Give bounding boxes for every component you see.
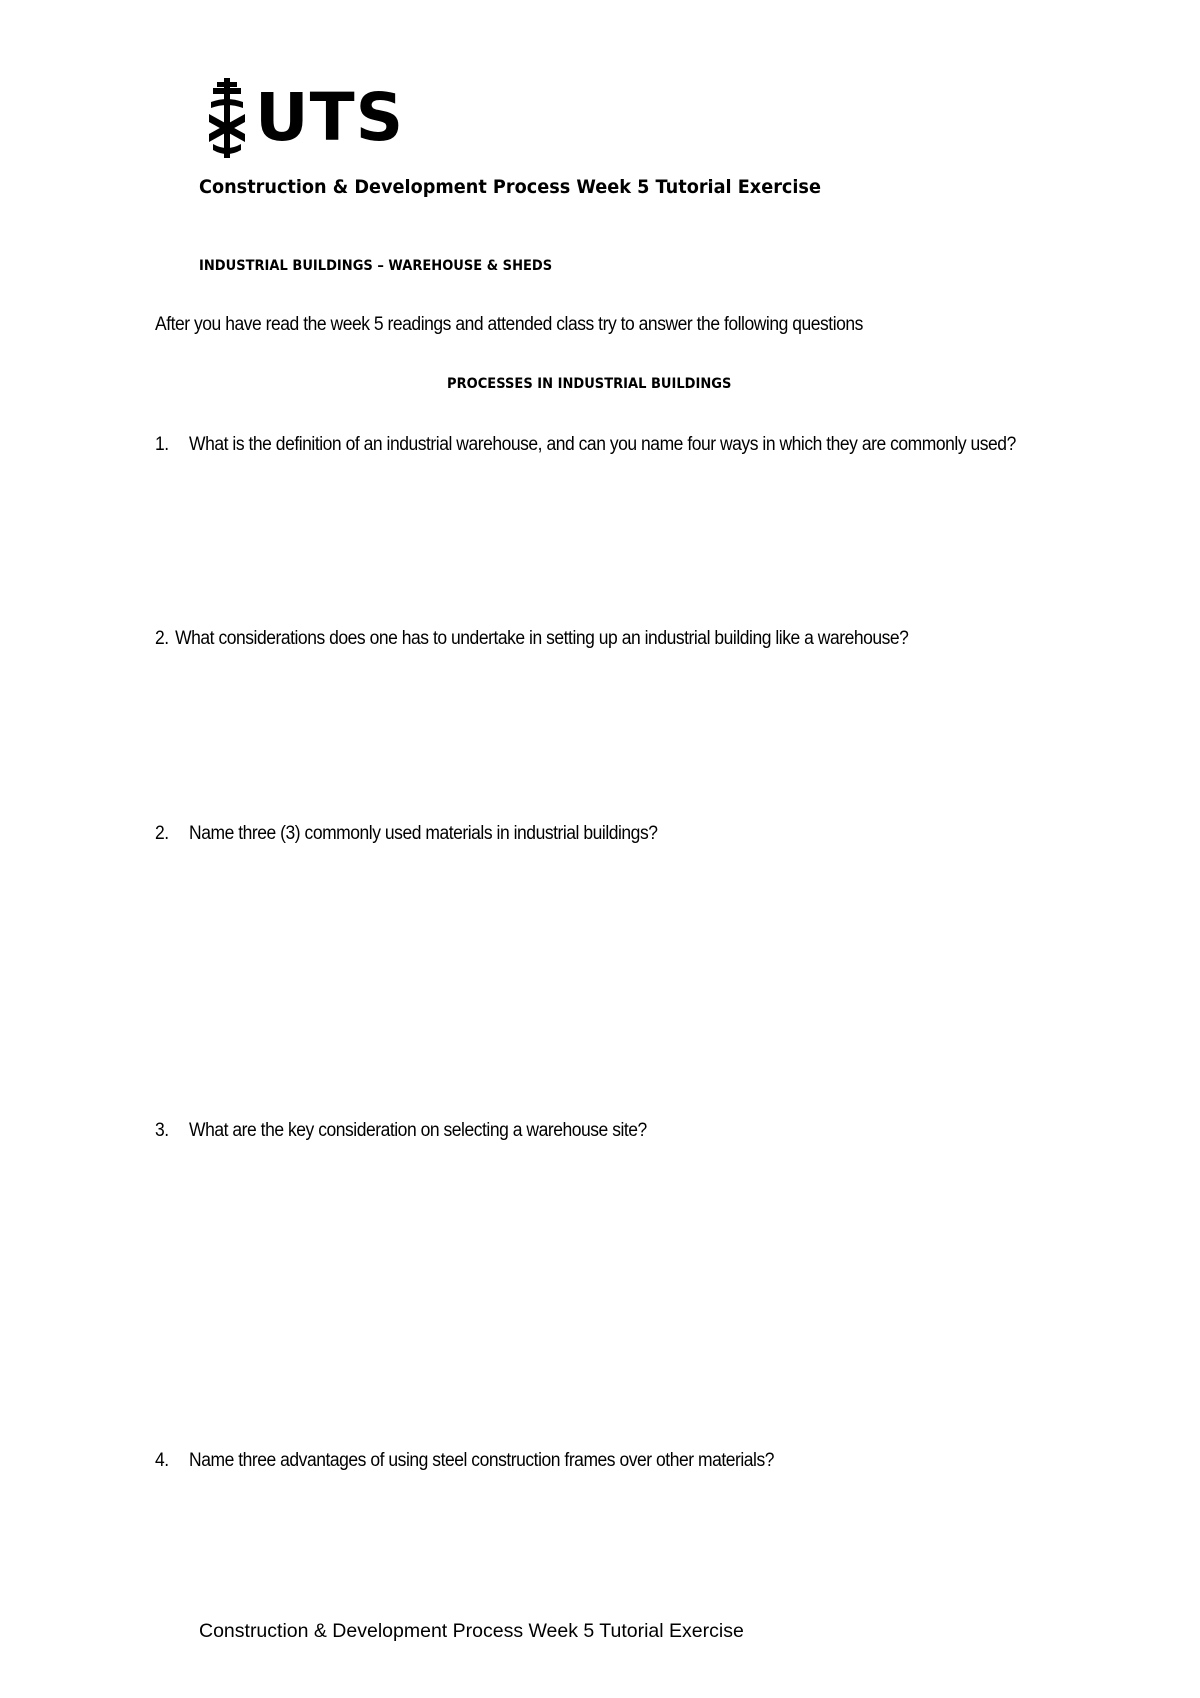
logo-text: UTS: [255, 79, 405, 156]
question-text: What considerations does one has to undertake in setting up an industrial building like a warehouse?: [175, 628, 909, 649]
question-item: [155, 823, 657, 845]
question-item: [155, 434, 1016, 456]
question-item: [155, 628, 908, 650]
section-heading: INDUSTRIAL BUILDINGS – WAREHOUSE & SHEDS: [199, 258, 553, 274]
question-text: What are the key consideration on selecting a warehouse site?: [189, 1120, 647, 1141]
question-text: Name three (3) commonly used materials in industrial buildings?: [189, 823, 658, 844]
question-number: 3.: [155, 1120, 169, 1141]
document-title: Construction & Development Process Week 5 Tutorial Exercise: [199, 176, 821, 198]
question-number: 2.: [155, 628, 169, 649]
question-text: What is the definition of an industrial warehouse, and can you name four ways in which they are commonly used?: [189, 434, 1016, 455]
question-number: 4.: [155, 1450, 169, 1471]
question-text: Name three advantages of using steel construction frames over other materials?: [189, 1450, 775, 1471]
intro-text: After you have read the week 5 readings and attended class try to answer the following questions: [155, 314, 863, 335]
page-footer: Construction & Development Process Week 5 Tutorial Exercise: [199, 1620, 744, 1642]
question-number: 1.: [155, 434, 169, 455]
question-item: [155, 1450, 774, 1472]
question-item: [155, 1120, 647, 1142]
uts-logo: [205, 78, 404, 158]
question-number: 2.: [155, 823, 169, 844]
uts-crest-icon: [205, 78, 249, 158]
subheading: PROCESSES IN INDUSTRIAL BUILDINGS: [447, 376, 732, 392]
